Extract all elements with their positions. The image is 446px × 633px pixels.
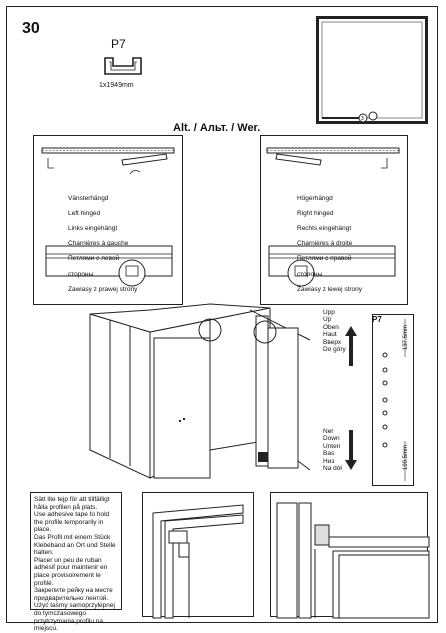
- left-line-3: Charnières à gauche: [68, 240, 129, 248]
- profile-icon: [103, 54, 143, 80]
- step-number: 30: [22, 20, 40, 37]
- right-hinged-text: [297, 187, 362, 301]
- down-line-0: Ner: [323, 428, 334, 435]
- profile-code: P7: [372, 315, 382, 324]
- up-line-1: Up: [323, 316, 332, 324]
- dim-top: 137.5mm: [403, 324, 409, 350]
- left-hinged-text: [68, 187, 137, 301]
- down-line-5: Na dół: [323, 465, 342, 473]
- up-labels: [323, 309, 346, 353]
- alternative-title: Alt. / Альт. / Wer.: [173, 122, 261, 134]
- right-line-3: Charnières à droite: [297, 240, 353, 248]
- floor-plan-drawing: [319, 19, 425, 121]
- dim-bottom: 199.5mm: [403, 444, 409, 470]
- up-line-3: Haut: [323, 331, 337, 339]
- down-line-4: Низ: [323, 457, 335, 465]
- left-line-6: Zawiasy z prawej strony: [68, 285, 138, 293]
- left-line-1: Left hinged: [68, 209, 101, 217]
- left-line-2: Links eingehängt: [68, 224, 118, 232]
- left-corner-drawing: [143, 493, 255, 618]
- part-code: P7: [111, 37, 126, 51]
- right-line-4: Петлями с правой: [297, 255, 352, 263]
- svg-text:3: 3: [361, 116, 364, 122]
- left-line-0: Vänsterhängd: [68, 194, 109, 202]
- left-line-4: Петлями с левой: [68, 255, 120, 263]
- down-arrow-icon: [345, 430, 357, 470]
- up-line-0: Upp: [323, 309, 335, 316]
- left-corner-detail: [142, 492, 254, 617]
- floor-plan: [316, 16, 428, 124]
- part-quantity: 1x1949mm: [99, 82, 134, 89]
- right-line-2: Rechts eingehängt: [297, 224, 352, 232]
- right-line-6: Zawiasy z lewej strony: [297, 285, 363, 293]
- up-line-2: Oben: [323, 323, 339, 331]
- right-line-1: Right hinged: [297, 209, 334, 217]
- down-line-1: Down: [323, 435, 340, 443]
- right-line-5: стороны: [297, 270, 323, 278]
- down-labels: [323, 428, 342, 472]
- up-line-5: Do góry: [323, 346, 346, 354]
- right-corner-drawing: [271, 493, 429, 618]
- left-line-5: стороны: [68, 270, 94, 278]
- right-line-0: Högerhängd: [297, 194, 333, 202]
- enclosure-drawing: [80, 300, 320, 490]
- up-line-4: Вверх: [323, 338, 342, 346]
- down-line-2: Unten: [323, 442, 341, 450]
- down-line-3: Bas: [323, 450, 335, 458]
- tape-note: Sätt lite tejp för att tillfälligt hålla profilen på plats. Use adhesive tape to hold the profile temporarily in place. Das Profil mit einem Stück Klebeband an Ort und Stelle halten. Placer un peu de ruban adhésif pour maintenir en place provisoirement le profilé. Закрепите рейку на месте придварительно лентой. Użyć taśmy samoprzylepnej do tymczasowego przytrzymania profilu na miejscu.: [30, 492, 122, 610]
- right-corner-detail: [270, 492, 428, 617]
- up-arrow-icon: [345, 326, 357, 366]
